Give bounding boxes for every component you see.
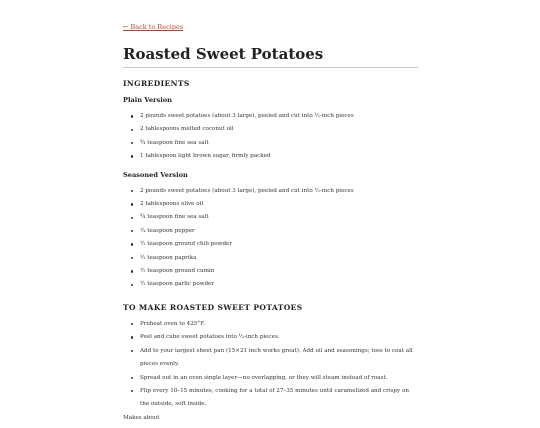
list-item: Preheat oven to 425°F. (123, 318, 418, 331)
list-item: ¼ teaspoon pepper (123, 225, 418, 238)
list-item: Spread out in an even single layer—no overlapping, or they will steam instead of roast. (123, 372, 418, 385)
list-item: ¾ teaspoon fine sea salt (123, 211, 418, 224)
recipe-content (123, 14, 418, 428)
plain-version-heading: Plain Version (123, 96, 172, 104)
list-item: Peel and cube sweet potatoes into ½-inch pieces. (123, 331, 418, 344)
list-item: Add to your largest sheet pan (15×21 inch works great). Add oil and seasonings; toss to coat all pieces evenly. (123, 345, 418, 372)
ingredients-heading: INGREDIENTS (123, 79, 190, 88)
list-item: ½ teaspoon paprika (123, 252, 418, 265)
method-heading: TO MAKE ROASTED SWEET POTATOES (123, 302, 303, 312)
list-item: 2 pounds sweet potatoes (about 3 large), peeled and cut into ½-inch pieces (123, 185, 418, 198)
list-item: ½ teaspoon ground cumin (123, 265, 418, 278)
seasoned-version-heading: Seasoned Version (123, 170, 188, 179)
yield-note: Makes about (123, 414, 160, 421)
list-item: 2 pounds sweet potatoes (about 3 large), peeled and cut into ½-inch pieces (123, 110, 418, 123)
back-to-recipes-link[interactable]: ← Back to Recipes (123, 23, 184, 31)
list-item: ½ teaspoon ground chili powder (123, 238, 418, 251)
method-steps-list (123, 318, 418, 412)
list-item: ¾ teaspoon fine sea salt (123, 137, 418, 150)
list-item: 2 tablespoons olive oil (123, 198, 418, 211)
plain-ingredients-list (123, 110, 418, 164)
list-item: Flip every 10–15 minutes, cooking for a total of 27–35 minutes until caramelized and crispy on the outside, soft inside. (123, 385, 418, 412)
list-item: 2 tablespoons melted coconut oil (123, 123, 418, 136)
list-item: 1 tablespoon light brown sugar, firmly packed (123, 150, 418, 163)
page-title: Roasted Sweet Potatoes (123, 45, 418, 68)
seasoned-ingredients-list (123, 185, 418, 292)
list-item: ½ teaspoon garlic powder (123, 278, 418, 291)
